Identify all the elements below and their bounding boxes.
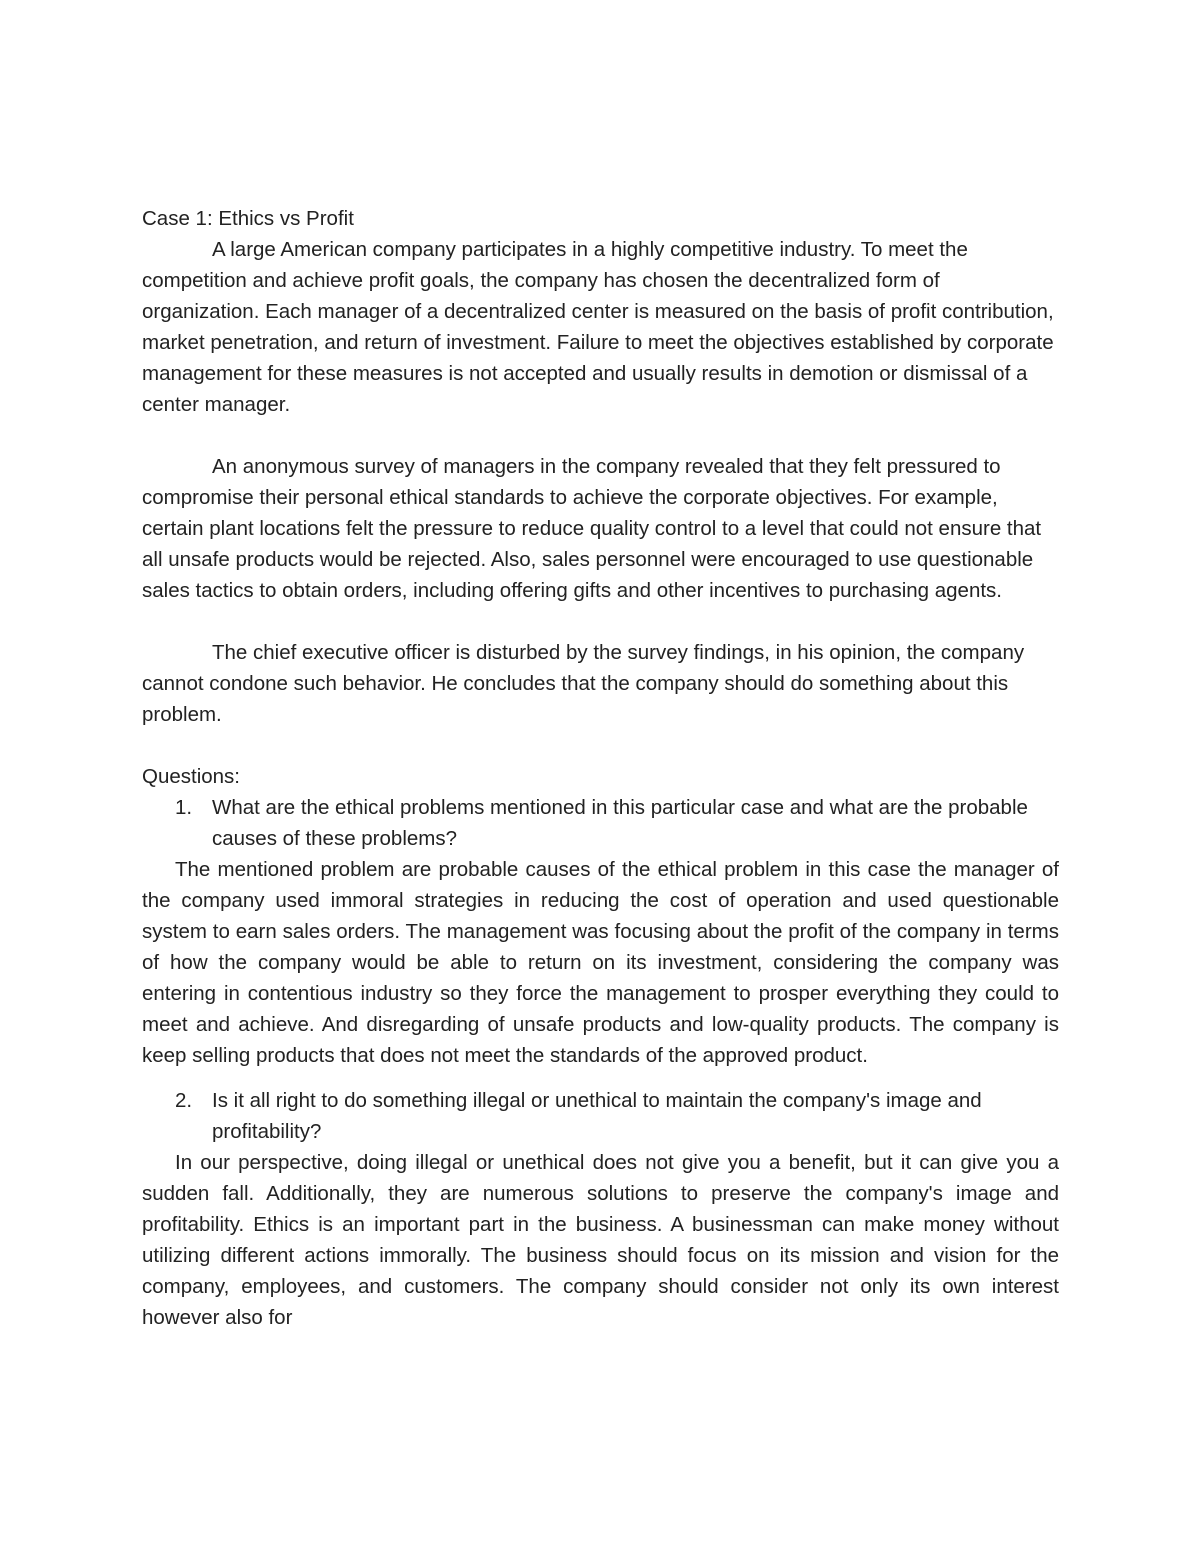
- case-paragraph-1: A large American company participates in a highly competitive industry. To meet the competition and achieve profit goals, the company has chosen the decentralized form of organization. Each manager of a decentralized center is measured on the basis of profit contribution, market penetration, and return of investment. Failure to meet the objectives established by corporate management for these measures is not accepted and usually results in demotion or dismissal of a center manager.: [142, 238, 1054, 416]
- paragraph-spacer: [142, 730, 1059, 761]
- answer-1: The mentioned problem are probable causes of the ethical problem in this case the manager of the company used immoral strategies in reducing the cost of operation and used questionable system to earn sales orders. The management was focusing about the profit of the company in terms of how the company would be able to return on its investment, considering the company was entering in contentious industry so they force the management to prosper everything they could to meet and achieve. And disregarding of unsafe products and low-quality products. The company is keep selling products that does not meet the standards of the approved product.: [142, 858, 1059, 1067]
- paragraph-spacer: [142, 420, 1059, 451]
- question-spacer: [142, 1071, 1059, 1085]
- question-text: Is it all right to do something illegal or unethical to maintain the company's image and profitability?: [212, 1089, 982, 1143]
- question-number: 1.: [175, 796, 193, 819]
- answer-2: In our perspective, doing illegal or unethical does not give you a benefit, but it can give you a sudden fall. Additionally, they are numerous solutions to preserve the company's image and profitability. Ethics is an important part in the business. A businessman can make money without utilizing different actions immorally. The business should focus on its mission and vision for the company, employees, and customers. The company should consider not only its own interest however also for: [142, 1151, 1059, 1329]
- questions-heading: Questions:: [142, 765, 240, 788]
- case-title: Case 1: Ethics vs Profit: [142, 207, 354, 230]
- case-paragraph-3: The chief executive officer is disturbed by the survey findings, in his opinion, the company cannot condone such behavior. He concludes that the company should do something about this problem.: [142, 641, 1025, 726]
- question-text: What are the ethical problems mentioned in this particular case and what are the probable causes of these problems?: [212, 796, 1028, 850]
- document-body: [142, 203, 1059, 1333]
- question-2: [142, 1085, 1059, 1147]
- paragraph-spacer: [142, 606, 1059, 637]
- case-paragraph-2: An anonymous survey of managers in the company revealed that they felt pressured to compromise their personal ethical standards to achieve the corporate objectives. For example, certain plant locations felt the pressure to reduce quality control to a level that could not ensure that all unsafe products would be rejected. Also, sales personnel were encouraged to use questionable sales tactics to obtain orders, including offering gifts and other incentives to purchasing agents.: [142, 455, 1042, 602]
- question-number: 2.: [175, 1089, 193, 1112]
- question-1: [142, 792, 1059, 854]
